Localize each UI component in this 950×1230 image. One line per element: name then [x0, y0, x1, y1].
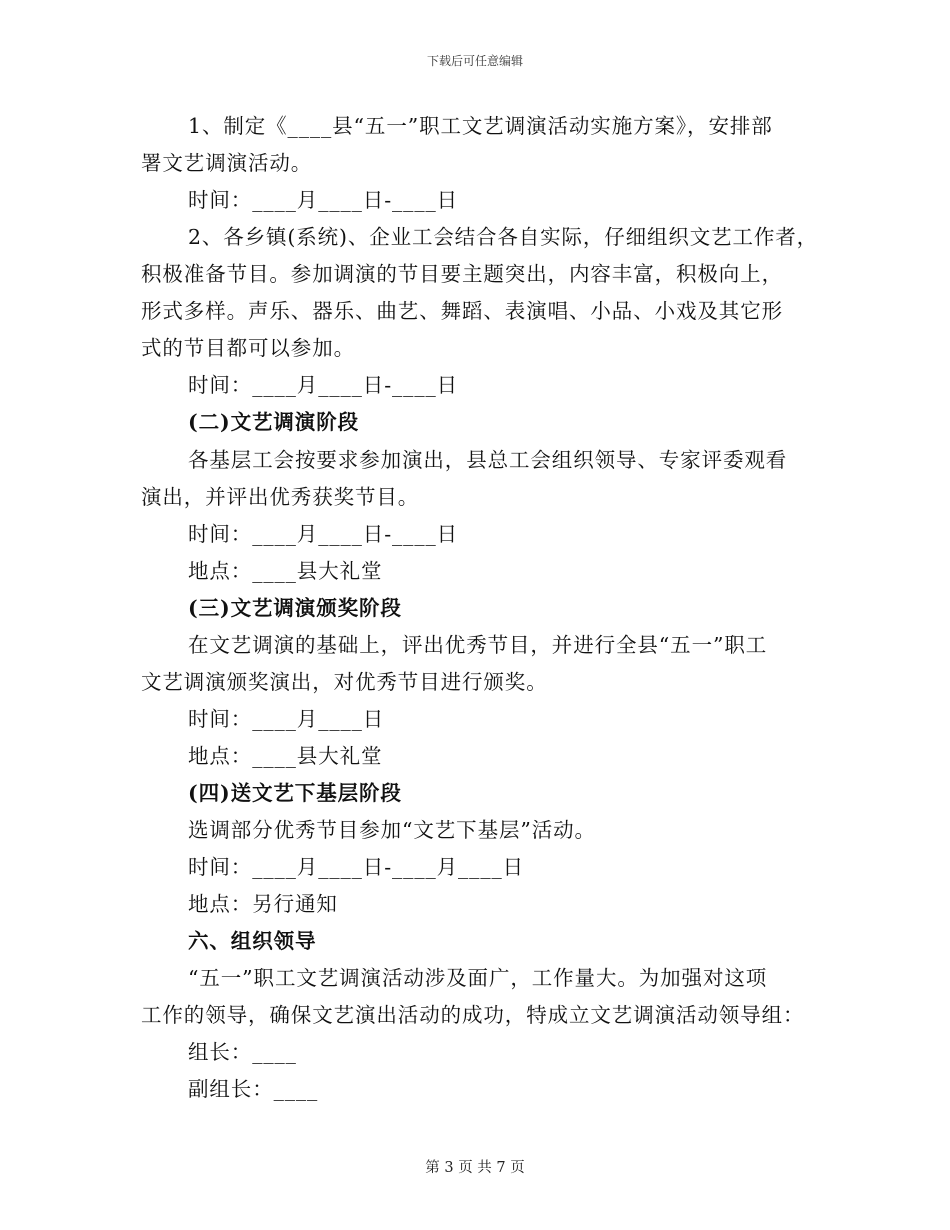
section-4-time: 时间：____月____日-____月____日 — [188, 855, 525, 879]
section-2-heading: (二)文艺调演阶段 — [188, 410, 359, 434]
item-2-text-cont-2: 形式多样。声乐、器乐、曲艺、舞蹈、表演唱、小品、小戏及其它形 — [141, 299, 783, 323]
item-2-text-cont-3: 式的节目都可以参加。 — [141, 336, 355, 360]
item-2-text-cont-1: 积极准备节目。参加调演的节目要主题突出，内容丰富，积极向上， — [141, 262, 783, 286]
section-4-text: 选调部分优秀节目参加“文艺下基层”活动。 — [188, 818, 596, 842]
section-2-place: 地点：____县大礼堂 — [188, 559, 383, 583]
section-6-text: “五一”职工文艺调演活动涉及面广，工作量大。为加强对这项 — [188, 966, 768, 990]
page-header: 下载后可任意编辑 — [426, 54, 523, 68]
page-footer: 第 3 页 共 7 页 — [425, 1160, 525, 1176]
item-1-text-cont: 署文艺调演活动。 — [141, 151, 313, 175]
section-3-text: 在文艺调演的基础上，评出优秀节目，并进行全县“五一”职工 — [188, 633, 768, 657]
item-1-time: 时间：____月____日-____日 — [188, 188, 459, 212]
section-6-text-cont: 工作的领导，确保文艺演出活动的成功，特成立文艺调演活动领导组： — [141, 1003, 805, 1027]
deputy-leader-line: 副组长：____ — [188, 1077, 319, 1101]
section-4-heading: (四)送文艺下基层阶段 — [188, 781, 402, 805]
item-1-text: 1、制定《____县“五一”职工文艺调演活动实施方案》，安排部 — [188, 114, 773, 138]
section-3-time: 时间：____月____日 — [188, 707, 385, 731]
item-2-time: 时间：____月____日-____日 — [188, 373, 459, 397]
section-3-place: 地点：____县大礼堂 — [188, 744, 383, 768]
section-3-heading: (三)文艺调演颁奖阶段 — [188, 596, 402, 620]
section-2-text: 各基层工会按要求参加演出，县总工会组织领导、专家评委观看 — [188, 448, 788, 472]
section-2-time: 时间：____月____日-____日 — [188, 522, 459, 546]
section-2-text-cont: 演出，并评出优秀获奖节目。 — [141, 485, 420, 509]
section-3-text-cont: 文艺调演颁奖演出，对优秀节目进行颁奖。 — [141, 670, 548, 694]
leader-line: 组长：____ — [188, 1040, 297, 1064]
section-6-heading: 六、组织领导 — [188, 929, 317, 953]
section-4-place: 地点：另行通知 — [188, 892, 338, 916]
item-2-text: 2、各乡镇(系统)、企业工会结合各自实际，仔细组织文艺工作者， — [188, 225, 818, 249]
